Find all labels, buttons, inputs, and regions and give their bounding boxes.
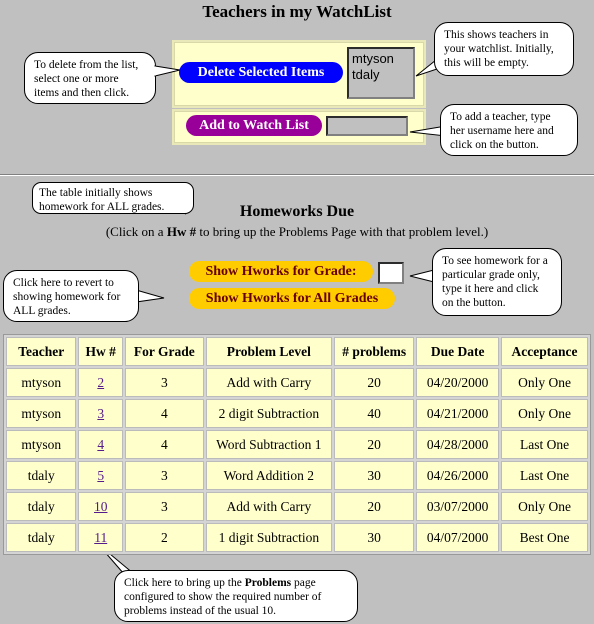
table-help-callout: The table initially shows homework for ALL grades. (32, 182, 194, 214)
list-help-callout: This shows teachers in your watchlist. Initially, this will be empty. (434, 22, 574, 76)
due-date-cell: 04/20/2000 (416, 368, 499, 397)
problems-count-cell: 30 (334, 523, 414, 552)
add-help-callout: To add a teacher, type her username here and click on the button. (440, 104, 578, 156)
section-divider (0, 174, 594, 176)
grade-cell: 4 (125, 399, 204, 428)
page-title: Teachers in my WatchList (202, 2, 392, 21)
problem-level-cell: 1 digit Subtraction (206, 523, 332, 552)
problems-count-cell: 20 (334, 368, 414, 397)
grade-input[interactable] (378, 262, 404, 284)
acceptance-cell: Last One (501, 461, 588, 490)
hw-cell (78, 492, 123, 521)
table-row (6, 492, 588, 521)
acceptance-cell: Best One (501, 523, 588, 552)
grade-cell: 3 (125, 368, 204, 397)
due-date-cell: 04/07/2000 (416, 523, 499, 552)
problems-count-cell: 20 (334, 492, 414, 521)
hw-link[interactable]: 10 (93, 498, 108, 514)
hw-cell (78, 430, 123, 459)
problems-count-cell: 20 (334, 430, 414, 459)
due-date-cell: 04/26/2000 (416, 461, 499, 490)
table-header-row (6, 337, 588, 366)
hw-link[interactable]: 2 (97, 374, 105, 390)
grade-cell: 3 (125, 492, 204, 521)
table-row (6, 430, 588, 459)
teacher-cell: mtyson (6, 430, 76, 459)
hw-cell (78, 461, 123, 490)
column-header: Hw # (78, 337, 123, 366)
problem-level-cell: Add with Carry (206, 492, 332, 521)
hw-cell (78, 399, 123, 428)
problem-level-cell: Word Subtraction 1 (206, 430, 332, 459)
add-to-watchlist-button[interactable]: Add to Watch List (186, 115, 322, 136)
delete-selected-button[interactable]: Delete Selected Items (179, 62, 343, 83)
table-row (6, 461, 588, 490)
homeworks-instructions: (Click on a Hw # to bring up the Problems Page with that problem level.) (105, 224, 489, 239)
acceptance-cell: Only One (501, 399, 588, 428)
hw-link[interactable]: 5 (97, 467, 105, 483)
due-date-cell: 04/28/2000 (416, 430, 499, 459)
hw-link[interactable]: 11 (94, 529, 108, 545)
column-header: Problem Level (206, 337, 332, 366)
column-header: Due Date (416, 337, 499, 366)
grade-cell: 4 (125, 430, 204, 459)
table-row (6, 368, 588, 397)
teacher-cell: mtyson (6, 399, 76, 428)
due-date-cell: 03/07/2000 (416, 492, 499, 521)
table-row (6, 523, 588, 552)
column-header: # problems (334, 337, 414, 366)
hw-link[interactable]: 3 (97, 405, 105, 421)
delete-help-callout: To delete from the list, select one or more items and then click. (24, 52, 156, 104)
teacher-cell: tdaly (6, 461, 76, 490)
problems-help-callout: Click here to bring up the Problems page configured to show the required number of problems instead of the usual 10. (114, 570, 358, 622)
column-header: Acceptance (501, 337, 588, 366)
watchlist-item[interactable]: mtyson (352, 51, 394, 66)
grade-cell: 3 (125, 461, 204, 490)
problem-level-cell: Add with Carry (206, 368, 332, 397)
hw-cell (78, 523, 123, 552)
problems-count-cell: 30 (334, 461, 414, 490)
column-header: Teacher (6, 337, 76, 366)
problems-count-cell: 40 (334, 399, 414, 428)
homework-table (3, 334, 591, 555)
table-row (6, 399, 588, 428)
teacher-cell: mtyson (6, 368, 76, 397)
teacher-cell: tdaly (6, 492, 76, 521)
grade-help-callout: To see homework for a particular grade only, type it here and click on the button. (432, 248, 562, 316)
all-grades-help-callout: Click here to revert to showing homework for ALL grades. (3, 270, 139, 322)
show-grade-button[interactable]: Show Hworks for Grade: (189, 261, 373, 282)
teacher-cell: tdaly (6, 523, 76, 552)
problem-level-cell: 2 digit Subtraction (206, 399, 332, 428)
problem-level-cell: Word Addition 2 (206, 461, 332, 490)
acceptance-cell: Last One (501, 430, 588, 459)
column-header: For Grade (125, 337, 204, 366)
watchlist-item[interactable]: tdaly (352, 67, 380, 82)
due-date-cell: 04/21/2000 (416, 399, 499, 428)
hw-link[interactable]: 4 (97, 436, 105, 452)
acceptance-cell: Only One (501, 368, 588, 397)
acceptance-cell: Only One (501, 492, 588, 521)
hw-cell (78, 368, 123, 397)
homeworks-heading: Homeworks Due (239, 203, 355, 220)
grade-cell: 2 (125, 523, 204, 552)
show-all-grades-button[interactable]: Show Hworks for All Grades (189, 288, 395, 309)
